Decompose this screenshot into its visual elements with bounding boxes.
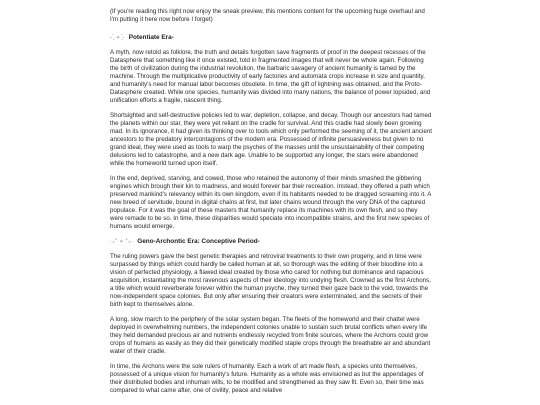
paragraph: In the end, deprived, starving, and cowed, those who retained the autonomy of their minds smashed the gibbering engines which brough their kin to madness, and would forever bar their recreation. Instead, they offered a path which preserved mankind's relevancy within its own kingdom, even if its habitants needed to be dragged screaming into it. A new breed of servitude, bound in digital chains at first, but later chains wound through the very DNA of the captured populace. For it was the goal of these masters that humanity replace its machines with its own flesh, and so they were remade to be so. In time, these disparities would speciate into incompatible strains, and the first new species of humans would emerge. <box>110 175 432 230</box>
section-heading <box>110 238 432 245</box>
paragraph: A long, slow march to the periphery of the solar system began. The fleets of the homeworld and their chattel were deployed in overwhelming numbers, the independent colonies unable to sustain such brutal conflicts when every life they held demanded precious air and nutrients endlessly recycled from finite sources, where the Archons could grow crops of humans as easily as they did their genetically modified staple crops through the breathable air and abundant water of their cradle. <box>110 316 431 355</box>
section-potentiate-era <box>110 34 432 231</box>
section-heading <box>110 34 432 41</box>
section-title: Potentiate Era- <box>128 34 174 41</box>
sparkle-divider-icon: - ̗̀ ✧ ̖́- <box>110 34 125 41</box>
paragraph: A myth, now retold as folklore, the truth and details forgotten save fragments of proof in the deepest recesses of the Datasphere that something like it once existed, told in fragmented images that will never be whole again. Following the birth of civilization during the industrial revolution, the barbaric savagery of ancient humanity is tamed by the machine. Through the multiplicative productivity of early factories and automata crops increase in size and quantity, and humanity's need for manual labor becomes obsolete. In time, the gift of lightning was obtained, and the Proto-Datasphere created. While one species, humanity was divided into many nations, the balance of power lopsided, and unification efforts a fragile, nascent thing. <box>110 49 431 104</box>
sparkle-divider-icon: ‧₊˚ ✧ ˚₊‧ <box>110 238 134 245</box>
paragraph: The ruling powers gave the best genetic therapies and retroviral treatments to their own progeny, and in time were surpassed by things which could hardly be called human at all, so thorough was the editing of their bloodline into a vision of perfected physiology, a flawed ideal created by those who cared for nothing but dominance and rapacious acquisition, instantiating the most ravenous aspects of their ideology into undying flesh. Crowned as the first Archons, a title which would reverberate forever within the human psyche, they turned their gaze back to the void, towards the now-independent space colonies. But only after ensuring their creators were exterminated, and the secrets of their birth kept to themselves alone. <box>110 253 431 308</box>
paragraph: Shortsighted and self-destructive policies led to war, depletion, collapse, and decay. Though our ancestors had tamed the planets within our star, they were yet reliant on the cradle for survival. And this cradle had slowly been growing mad. In its ignorance, it had given its thinking over to tools which only performed the seeming of it, the ancient ancient ancestors to the predatory intercontagions of the modern era. Possessed of infinite persuasiveness but given to no grand ideal, they were used as tools to warp the psyches of the masses until the unsustainability of their competing delusions led to catastrophe, and a new dark age. Unable to be supported any longer, the stars were abandoned while the homeworld turned upon itself. <box>110 112 432 167</box>
section-geno-archontic-era <box>110 238 432 395</box>
document-body <box>110 8 432 402</box>
paragraph: In time, the Archons were the sole rulers of humanity. Each a work of art made flesh, a species unto themselves, possessed of a unique vision for humanity's future. Humanity as a whole was envisioned as but the appendages of their distributed bodies and inhuman wills, to be modified and strengthened as they saw fit. Even so, their time was compared to what came after, one of civility, peace and relative <box>110 363 424 394</box>
intro-note: (If you're reading this right now enjoy the sneak preview, this mentions content for the upcoming huge overhaul and I'm putting it here now before I forget) <box>110 8 425 23</box>
section-title: Geno-Archontic Era: Conceptive Period- <box>137 238 260 245</box>
